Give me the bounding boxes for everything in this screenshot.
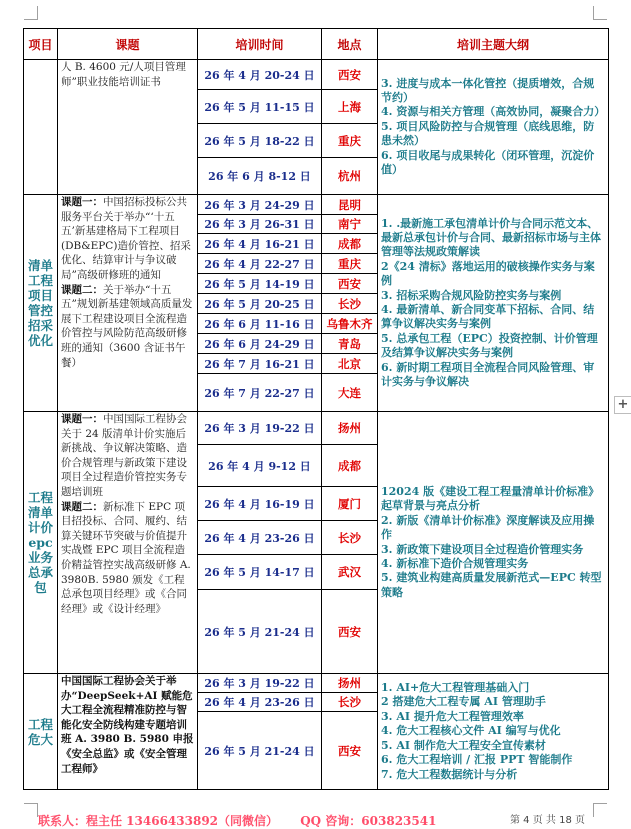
session-date: 26 年 5 月 20-25 日 [198,294,322,314]
outline-item: 5. 项目风险防控与合规管理（底线思维，防患未然） [381,119,595,148]
session-place: 杭州 [322,158,378,195]
course-text: 人 B. 4600 元/人项目管理师”职业技能培训证书 [61,61,186,88]
session-date: 26 年 4 月 16-21 日 [198,234,322,254]
session-date: 26 年 5 月 11-15 日 [198,90,322,124]
table-header-row [24,29,609,60]
session-place: 西安 [322,60,378,90]
header-project: 项目 [24,29,58,60]
header-outline: 培训主题大纲 [378,29,609,60]
training-schedule-table [23,28,609,790]
project-cell: 工程清单计价 epc 业务总承包 [24,412,58,674]
page-corner-mark [593,803,607,817]
outline-item: 2《24 清标》落地运用的破核操作实务与案例 [381,259,595,288]
outline-item: 3. 招标采购合规风险防控实务与案例 [381,288,562,302]
page-number: 第 4 页 共 18 页 [510,815,585,826]
session-place: 成都 [322,445,378,487]
session-place: 成都 [322,234,378,254]
contact-text: 联系人：程主任 13466433892（同微信） [38,814,279,828]
session-place: 南宁 [322,215,378,234]
course-label: 课题二： [61,500,103,513]
course-text: 关于举办“十五五”规划新基建领域高质量发展下工程建设项目全流程造价管控与风险防范高级研修班的通知（3600 含证书午餐） [61,283,193,369]
session-date: 26 年 6 月 8-12 日 [198,158,322,195]
session-place: 武汉 [322,555,378,590]
session-place: 上海 [322,90,378,124]
session-place: 扬州 [322,674,378,693]
page-corner-mark [24,803,38,817]
session-date: 26 年 3 月 19-22 日 [198,412,322,445]
session-place: 大连 [322,374,378,412]
outline-item: 2 搭建危大工程专属 AI 管理助手 [381,695,546,709]
outline-item: 5. AI 制作危大工程安全宣传素材 [381,738,546,752]
session-date: 26 年 7 月 16-21 日 [198,354,322,374]
session-place: 乌鲁木齐 [322,314,378,334]
session-place: 重庆 [322,124,378,158]
course-cell [58,60,198,195]
outline-cell [378,195,609,412]
header-time: 培训时间 [198,29,322,60]
course-text: 中国国际工程协会关于举办“DeepSeek+AI 赋能危大工程全流程精准防控与智能化安全防线构建专题培训班 A. 3980 B. 5980 申报《安全总监》或《安全管理工程师》 [61,675,194,775]
table-row [24,674,609,693]
course-label: 课题一： [61,196,103,208]
session-place: 厦门 [322,487,378,521]
project-cell [24,60,58,195]
outline-item: 6. 项目收尾与成果转化（闭环管理，沉淀价值） [381,148,595,177]
project-cell: 清单工程项目管控招采优化 [24,195,58,412]
course-label: 课题一： [61,413,103,425]
outline-item: 1. AI+危大工程管理基础入门 [381,681,530,695]
session-date: 26 年 6 月 24-29 日 [198,334,322,354]
session-date: 26 年 5 月 14-19 日 [198,274,322,294]
qq-text: QQ 咨询：603823541 [300,814,437,828]
session-place: 西安 [322,274,378,294]
outline-item: 5. 建筑业构建高质量发展新范式—EPC 转型策略 [381,571,602,599]
outline-cell [378,60,609,195]
session-date: 26 年 5 月 21-24 日 [198,590,322,674]
add-icon[interactable]: + [614,396,631,414]
outline-item: 2. 新版《清单计价标准》深度解读及应用操作 [381,513,595,542]
session-place: 重庆 [322,254,378,274]
session-place: 扬州 [322,412,378,445]
course-cell [58,195,198,412]
session-date: 26 年 4 月 9-12 日 [198,445,322,487]
session-date: 26 年 5 月 18-22 日 [198,124,322,158]
session-date: 26 年 3 月 19-22 日 [198,674,322,693]
header-place: 地点 [322,29,378,60]
outline-cell [378,674,609,790]
outline-item: 4. 新标准下造价合规管理实务 [381,556,529,570]
outline-item: 7. 危大工程数据统计与分析 [381,767,518,781]
outline-item: 4. 资源与相关方管理（高效协同，凝聚合力） [381,105,606,119]
course-label: 课题二： [61,283,103,296]
table-row [24,412,609,445]
session-place: 西安 [322,712,378,790]
session-place: 长沙 [322,294,378,314]
session-place: 长沙 [322,693,378,712]
outline-item: 3. 进度与成本一体化管控（提质增效，合规节约） [381,76,595,104]
outline-cell [378,412,609,674]
session-date: 26 年 6 月 11-16 日 [198,314,322,334]
session-place: 青岛 [322,334,378,354]
outline-item: 5. 总承包工程（EPC）投资控制、计价管理及结算争议解决实务与案例 [381,331,598,360]
outline-item: 4. 最新清单、新合同变革下招标、合同、结算争议解决实务与案例 [381,303,595,331]
outline-item: 3. AI 提升危大工程管理效率 [381,709,524,723]
footer-contact [38,812,454,829]
project-cell: 工程危大 [24,674,58,790]
session-place: 长沙 [322,521,378,555]
header-course: 课题 [58,29,198,60]
session-date: 26 年 5 月 14-17 日 [198,555,322,590]
course-cell [58,412,198,674]
session-date: 26 年 3 月 24-29 日 [198,195,322,215]
session-date: 26 年 4 月 20-24 日 [198,60,322,90]
course-text: 中国招标投标公共服务平台关于举办“‘十五五’新基建格局下工程项目(DB&EPC)造价管控、招采优化、结算审计与争议破局”高级研修班的通知 [61,196,191,281]
outline-item: 4. 危大工程核心文件 AI 编写与优化 [381,724,561,738]
course-text: 中国国际工程协会关于 24 版清单计价实施后新挑战、争议解决策略、造价合规管理与新政策下建设项目全过程造价管控实务专题培训班 [61,413,187,498]
outline-item: 12024 版《建设工程工程量清单计价标准》起草背景与亮点分析 [381,484,600,513]
course-text: 新标准下 EPC 项目招投标、合同、履约、结算关键环节突破与价值提升实战暨 EPC 项目全流程造价精益管控实战高级研修 A. 3980B. 5980 颁发《工程总承包项目经理》或《合同经理》或《设计经理》 [61,500,191,615]
outline-item: 6. 危大工程培训 / 汇报 PPT 智能制作 [381,753,573,767]
session-date: 26 年 4 月 23-26 日 [198,693,322,712]
outline-item: 3. 新政策下建设项目全过程造价管理实务 [381,542,584,556]
table-row [24,195,609,215]
page-corner-mark [593,6,607,20]
course-cell [58,674,198,790]
session-date: 26 年 5 月 21-24 日 [198,712,322,790]
session-date: 26 年 4 月 23-26 日 [198,521,322,555]
table-row [24,60,609,90]
session-date: 26 年 7 月 22-27 日 [198,374,322,412]
session-date: 26 年 4 月 16-19 日 [198,487,322,521]
session-place: 昆明 [322,195,378,215]
session-place: 北京 [322,354,378,374]
outline-item: 1. .最新施工承包清单计价与合同示范文本、最新总承包计价与合同、最新招标市场与主体管理等法规政策解读 [381,216,601,259]
session-date: 26 年 3 月 26-31 日 [198,215,322,234]
session-place: 西安 [322,590,378,674]
page-corner-mark [24,6,38,20]
session-date: 26 年 4 月 22-27 日 [198,254,322,274]
outline-item: 6. 新时期工程项目全流程合同风险管理、审计实务与争议解决 [381,360,595,389]
